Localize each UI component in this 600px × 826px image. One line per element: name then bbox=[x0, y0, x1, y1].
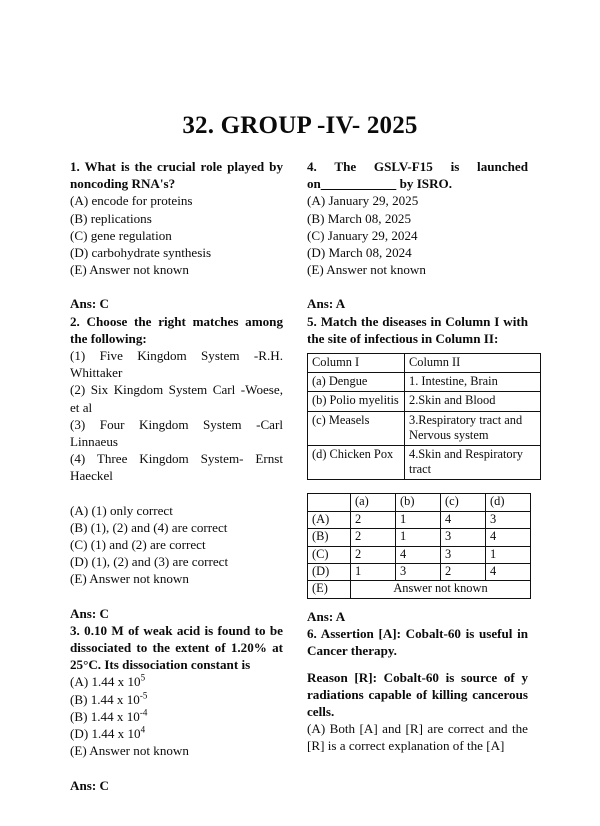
spacer bbox=[70, 760, 283, 777]
option-grid-row-b-value-d: 4 bbox=[486, 529, 531, 546]
question-1-option-e[interactable]: (E) Answer not known bbox=[70, 262, 189, 278]
option-grid-row-d-value-d: 4 bbox=[486, 564, 531, 581]
spacer bbox=[307, 660, 528, 669]
option-grid-body bbox=[308, 494, 531, 598]
question-4 bbox=[307, 158, 528, 313]
spacer bbox=[307, 278, 528, 295]
spacer bbox=[307, 599, 528, 608]
question-4-option-a[interactable]: (A) January 29, 2025 bbox=[307, 193, 419, 209]
option-grid-row-d-value-b: 3 bbox=[396, 564, 441, 581]
question-2-statement-4: (4) Three Kingdom System- Ernst Haeckel bbox=[70, 451, 283, 484]
question-4-answer: Ans: A bbox=[307, 296, 346, 312]
question-3-option-d[interactable] bbox=[70, 725, 283, 742]
question-2-option-d[interactable]: (D) (1), (2) and (3) are correct bbox=[70, 554, 229, 570]
match-row-4-disease: (d) Chicken Pox bbox=[308, 446, 405, 480]
question-2-answer: Ans: C bbox=[70, 605, 109, 621]
question-2-option-e[interactable]: (E) Answer not known bbox=[70, 571, 189, 587]
option-grid-row-a-value-c: 4 bbox=[441, 511, 486, 528]
table-row bbox=[308, 373, 541, 392]
match-row-2-site: 2.Skin and Blood bbox=[405, 392, 541, 411]
question-3-option-d-exponent: 4 bbox=[140, 724, 146, 735]
option-grid-row-e-text: Answer not known bbox=[351, 581, 531, 598]
option-grid-row-a-label: (A) bbox=[308, 511, 351, 528]
option-grid-row-b-label: (B) bbox=[308, 529, 351, 546]
match-table-body bbox=[308, 354, 541, 480]
table-row[interactable] bbox=[308, 529, 531, 546]
spacer bbox=[70, 278, 283, 295]
question-1 bbox=[70, 158, 283, 313]
option-grid-row-c-value-b: 4 bbox=[396, 546, 441, 563]
two-column-body bbox=[70, 158, 528, 794]
table-row[interactable] bbox=[308, 581, 531, 598]
question-5-answer: Ans: A bbox=[307, 608, 346, 624]
option-grid-row-c-label: (C) bbox=[308, 546, 351, 563]
option-grid-row-d-value-a: 1 bbox=[351, 564, 396, 581]
option-grid-header-d: (d) bbox=[486, 494, 531, 511]
question-3-option-d-label: (D) 1.44 x 10 bbox=[70, 726, 141, 742]
option-grid-table bbox=[307, 493, 531, 598]
option-grid-row-b-value-a: 2 bbox=[351, 529, 396, 546]
match-row-3-disease: (c) Measels bbox=[308, 411, 405, 445]
match-table-header-column-1: Column I bbox=[308, 354, 405, 373]
question-1-answer: Ans: C bbox=[70, 296, 109, 312]
match-row-4-site: 4.Skin and Respiratory tract bbox=[405, 446, 541, 480]
option-grid-row-b-value-c: 3 bbox=[441, 529, 486, 546]
option-grid-row-d-value-c: 2 bbox=[441, 564, 486, 581]
question-3-option-a-exponent: 5 bbox=[140, 673, 146, 684]
question-4-stem-post: by ISRO. bbox=[396, 176, 452, 192]
match-row-1-disease: (a) Dengue bbox=[308, 373, 405, 392]
question-4-blank: __________ bbox=[320, 176, 397, 192]
question-6-reason: Reason [R]: Cobalt-60 is source of y radiations capable of killing cancerous cells. bbox=[307, 669, 528, 719]
option-grid-row-b-value-b: 1 bbox=[396, 529, 441, 546]
question-2-statement-3: (3) Four Kingdom System -Carl Linnaeus bbox=[70, 416, 283, 450]
match-table-header-column-2: Column II bbox=[405, 354, 541, 373]
question-2-stem: 2. Choose the right matches among the following: bbox=[70, 313, 283, 346]
question-4-stem bbox=[307, 158, 528, 192]
question-4-option-c[interactable]: (C) January 29, 2024 bbox=[307, 227, 418, 243]
match-table-header-row bbox=[308, 354, 541, 373]
question-3-option-a-label: (A) 1.44 x 10 bbox=[70, 674, 141, 690]
question-3-option-b[interactable] bbox=[70, 691, 283, 708]
spacer bbox=[70, 588, 283, 605]
question-1-option-d[interactable]: (D) carbohydrate synthesis bbox=[70, 245, 212, 261]
option-grid-header-b: (b) bbox=[396, 494, 441, 511]
question-5-stem: 5. Match the diseases in Column I with the site of infectious in Column II: bbox=[307, 313, 528, 346]
option-grid-header-blank bbox=[308, 494, 351, 511]
table-row[interactable] bbox=[308, 511, 531, 528]
option-grid-row-a-value-b: 1 bbox=[396, 511, 441, 528]
table-row[interactable] bbox=[308, 546, 531, 563]
option-grid-row-c-value-c: 3 bbox=[441, 546, 486, 563]
right-column bbox=[307, 158, 528, 755]
question-1-option-a[interactable]: (A) encode for proteins bbox=[70, 193, 193, 209]
table-row bbox=[308, 392, 541, 411]
match-row-2-disease: (b) Polio myelitis bbox=[308, 392, 405, 411]
question-3 bbox=[70, 622, 283, 794]
question-6-assertion: 6. Assertion [A]: Cobalt-60 is useful in Cancer therapy. bbox=[307, 626, 528, 659]
question-3-option-e[interactable]: (E) Answer not known bbox=[70, 743, 189, 759]
question-4-option-e[interactable]: (E) Answer not known bbox=[307, 262, 426, 278]
question-2-option-b[interactable]: (B) (1), (2) and (4) are correct bbox=[70, 519, 228, 535]
question-6-option-a[interactable]: (A) Both [A] and [R] are correct and the [R] is a correct explanation of the [A] bbox=[307, 721, 528, 754]
option-grid-row-c-value-d: 1 bbox=[486, 546, 531, 563]
match-row-3-site: 3.Respiratory tract and Nervous system bbox=[405, 411, 541, 445]
table-row[interactable] bbox=[308, 564, 531, 581]
question-3-option-b-label: (B) 1.44 x 10 bbox=[70, 691, 140, 707]
page-title: 32. GROUP -IV- 2025 bbox=[182, 112, 418, 139]
option-grid-row-c-value-a: 2 bbox=[351, 546, 396, 563]
option-grid-row-a-value-d: 3 bbox=[486, 511, 531, 528]
match-row-1-site: 1. Intestine, Brain bbox=[405, 373, 541, 392]
question-2 bbox=[70, 313, 283, 622]
question-3-option-b-exponent: -5 bbox=[139, 690, 148, 701]
table-row bbox=[308, 411, 541, 445]
question-3-answer: Ans: C bbox=[70, 777, 109, 793]
option-grid-header-c: (c) bbox=[441, 494, 486, 511]
question-3-option-c-label: (B) 1.44 x 10 bbox=[70, 708, 140, 724]
left-column bbox=[70, 158, 283, 794]
question-3-stem: 3. 0.10 M of weak acid is found to be dissociated to the extent of 1.20% at 25°C. Its dissociation constant is bbox=[70, 622, 283, 673]
question-4-option-d[interactable]: (D) March 08, 2024 bbox=[307, 245, 412, 261]
question-2-statement-2: (2) Six Kingdom System Carl -Woese, et al bbox=[70, 382, 283, 415]
option-grid-header-a: (a) bbox=[351, 494, 396, 511]
question-3-option-c[interactable] bbox=[70, 708, 283, 725]
question-2-option-c[interactable]: (C) (1) and (2) are correct bbox=[70, 537, 206, 553]
option-grid-row-d-label: (D) bbox=[308, 564, 351, 581]
question-1-stem: 1. What is the crucial role played by noncoding RNA's? bbox=[70, 159, 283, 192]
spacer bbox=[70, 485, 283, 502]
question-5 bbox=[307, 313, 528, 625]
question-4-stem-pre: 4. The GSLV-F15 is launched on bbox=[307, 159, 528, 192]
question-4-option-b[interactable]: (B) March 08, 2025 bbox=[307, 210, 412, 226]
question-6 bbox=[307, 625, 528, 754]
question-2-statement-1: (1) Five Kingdom System -R.H. Whittaker bbox=[70, 348, 283, 381]
question-3-option-c-exponent: -4 bbox=[139, 707, 148, 718]
match-table bbox=[307, 353, 541, 480]
question-2-option-a[interactable]: (A) (1) only correct bbox=[70, 502, 173, 518]
table-row bbox=[308, 446, 541, 480]
option-grid-row-a-value-a: 2 bbox=[351, 511, 396, 528]
question-1-option-c[interactable]: (C) gene regulation bbox=[70, 227, 172, 243]
question-3-option-a[interactable] bbox=[70, 673, 283, 690]
option-grid-header-row bbox=[308, 494, 531, 511]
option-grid-row-e-label: (E) bbox=[308, 581, 351, 598]
question-1-option-b[interactable]: (B) replications bbox=[70, 210, 152, 226]
